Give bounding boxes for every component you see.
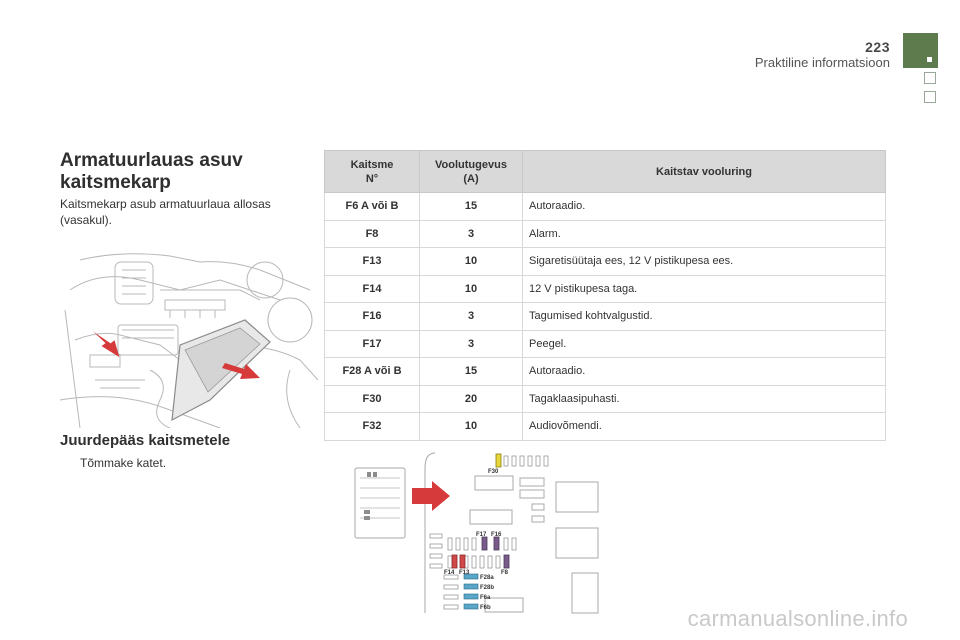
section-title: Praktiline informatsioon <box>754 55 890 70</box>
access-section-title: Juurdepääs kaitsmetele <box>60 432 231 449</box>
section-tab-active[interactable] <box>903 33 938 68</box>
fuse-function: Alarm. <box>523 220 886 248</box>
label-f17: F17 <box>476 532 487 538</box>
fusebox-diagram <box>340 448 630 618</box>
fuse-number: F16 <box>325 303 420 331</box>
label-f16: F16 <box>491 532 502 538</box>
header-fuse-number: Kaitsme N° <box>325 151 420 193</box>
fuse-function: Autoraadio. <box>523 193 886 221</box>
fuse-amps: 10 <box>420 248 523 276</box>
fuse-number: F17 <box>325 330 420 358</box>
fuse-amps: 3 <box>420 330 523 358</box>
header-protected-circuit: Kaitstav vooluring <box>523 151 886 193</box>
label-f6b: F6b <box>480 605 491 611</box>
fuse-function: Autoraadio. <box>523 358 886 386</box>
table-row <box>325 413 886 441</box>
section-tab[interactable] <box>924 72 936 84</box>
section-tab[interactable] <box>924 91 936 103</box>
fuse-number: F13 <box>325 248 420 276</box>
table-row <box>325 358 886 386</box>
dashboard-fusebox-illustration <box>60 250 318 428</box>
fuse-number: F6 A või B <box>325 193 420 221</box>
table-row <box>325 220 886 248</box>
page-number: 223 <box>865 39 890 55</box>
fuse-amps: 3 <box>420 303 523 331</box>
fuse-number: F8 <box>325 220 420 248</box>
step-item <box>60 456 166 470</box>
table-header-row <box>325 151 886 193</box>
fuse-amps: 15 <box>420 193 523 221</box>
fuse-amps: 10 <box>420 275 523 303</box>
table-row <box>325 193 886 221</box>
intro-text: Kaitsmekarp asub armatuurlaua allosas (vasakul). <box>60 197 271 227</box>
fuse-table <box>324 150 886 441</box>
header-amperage: Voolutugevus (A) <box>420 151 523 193</box>
label-f30: F30 <box>488 469 499 475</box>
table-row <box>325 248 886 276</box>
label-f13: F13 <box>459 570 470 576</box>
label-f28b: F28b <box>480 585 495 591</box>
fuse-number: F28 A või B <box>325 358 420 386</box>
page-title: Armatuurlauas asuv kaitsmekarp <box>60 150 243 193</box>
table-row <box>325 330 886 358</box>
fuse-function: Sigaretisüütaja ees, 12 V pistikupesa ees. <box>523 248 886 276</box>
fuse-function: Peegel. <box>523 330 886 358</box>
watermark: carmanualsonline.info <box>687 606 908 631</box>
label-f6a: F6a <box>480 595 491 601</box>
fuse-amps: 10 <box>420 413 523 441</box>
label-f8: F8 <box>501 570 509 576</box>
tab-marker-icon <box>927 57 932 62</box>
fuse-amps: 20 <box>420 385 523 413</box>
fuse-number: F30 <box>325 385 420 413</box>
fuse-amps: 15 <box>420 358 523 386</box>
table-row <box>325 385 886 413</box>
table-row <box>325 275 886 303</box>
step-text: Tõmmake katet. <box>80 456 167 470</box>
fuse-function: Audiovõmendi. <box>523 413 886 441</box>
fuse-number: F14 <box>325 275 420 303</box>
table-row <box>325 303 886 331</box>
label-f28a: F28a <box>480 575 494 581</box>
fuse-amps: 3 <box>420 220 523 248</box>
fuse-function: Tagumised kohtvalgustid. <box>523 303 886 331</box>
fuse-number: F32 <box>325 413 420 441</box>
label-f14: F14 <box>444 570 455 576</box>
fuse-function: Tagaklaasipuhasti. <box>523 385 886 413</box>
fuse-function: 12 V pistikupesa taga. <box>523 275 886 303</box>
